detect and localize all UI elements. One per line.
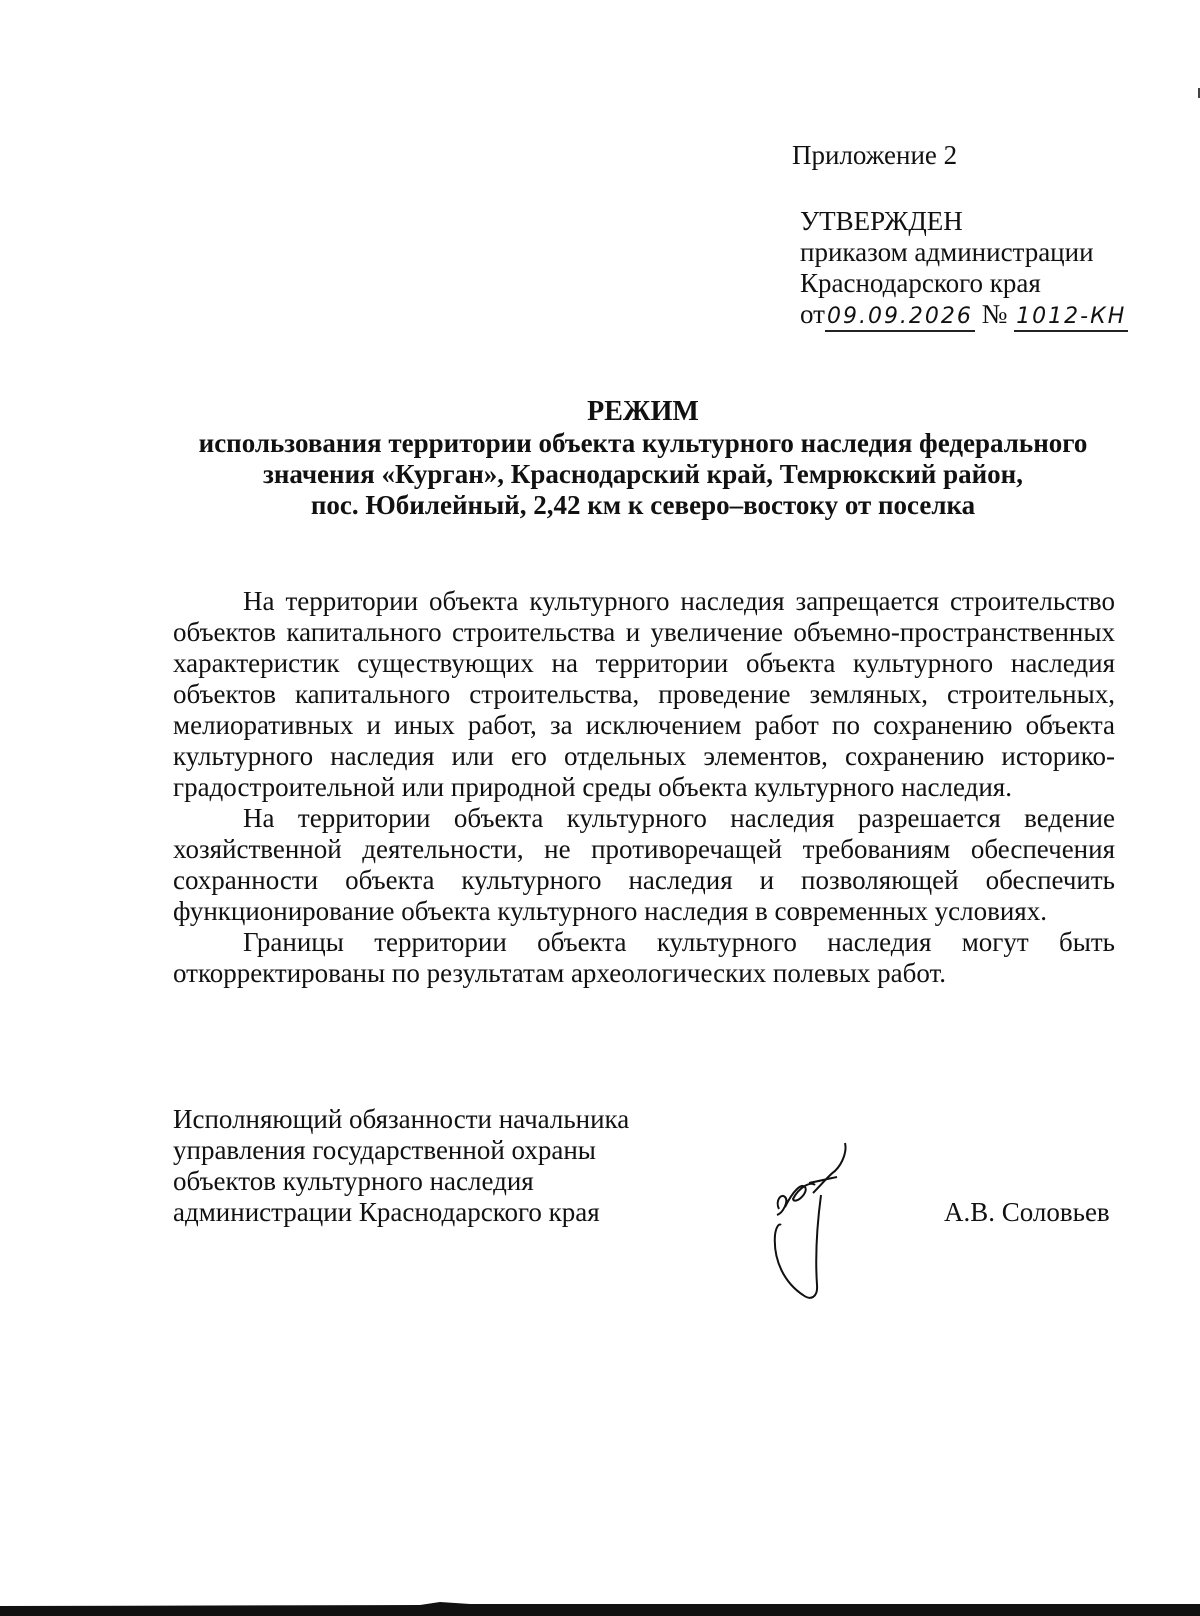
approved-by-line1: приказом администрации: [800, 237, 1094, 267]
approved-by-line2: Краснодарского края: [800, 268, 1041, 298]
document-body: [173, 586, 1115, 989]
scan-bottom-edge: [0, 1600, 1200, 1616]
title-main: РЕЖИМ: [587, 396, 699, 427]
title-line2: значения «Курган», Краснодарский край, Темрюкский район,: [263, 459, 1023, 489]
signatory-name: А.В. Соловьев: [944, 1197, 1110, 1227]
order-number-handwritten: 1012-КН: [1014, 304, 1128, 332]
title-line1: использования территории объекта культурного наследия федерального: [198, 428, 1088, 458]
title-line3: пос. Юбилейный, 2,42 км к северо–востоку от поселка: [310, 490, 976, 520]
signatory-position-line4: администрации Краснодарского края: [173, 1197, 600, 1227]
signatory-position-line1: Исполняющий обязанности начальника: [173, 1104, 630, 1134]
appendix-label: Приложение 2: [792, 140, 958, 170]
approved-heading: УТВЕРЖДЕН: [800, 206, 963, 236]
number-prefix: №: [981, 299, 1008, 329]
document-title: [172, 396, 1114, 521]
body-paragraph-2: На территории объекта культурного наследия разрешается ведение хозяйственной деятельности, не противоречащей требованиям обеспечения сохранности объекта культурного наследия и позволяющей обеспечить функционирование объекта культурного наследия в современных условиях.: [173, 803, 1115, 926]
signatory-position-line2: управления государственной охраны: [173, 1135, 596, 1165]
body-paragraph-1: На территории объекта культурного наследия запрещается строительство объектов капитального строительства и увеличение объемно-пространственных характеристик существующих на территории объекта культурного наследия объектов капитального строительства, проведение земляных, строительных, мелиоративных и иных работ, за исключением работ по сохранению объекта культурного наследия или его отдельных элементов, сохранению историко-градостроительной или природной среды объекта культурного наследия.: [173, 586, 1115, 802]
order-date-line: [800, 299, 1180, 335]
approval-block: [800, 206, 1180, 335]
order-date-handwritten: 09.09.2026: [825, 304, 975, 332]
handwritten-signature: [765, 1135, 875, 1305]
date-prefix: от: [800, 299, 825, 329]
signatory-position-line3: объектов культурного наследия: [173, 1166, 534, 1196]
signatory-position: [173, 1104, 693, 1228]
body-paragraph-3: Границы территории объекта культурного наследия могут быть откорректированы по результатам археологических полевых работ.: [173, 927, 1115, 988]
